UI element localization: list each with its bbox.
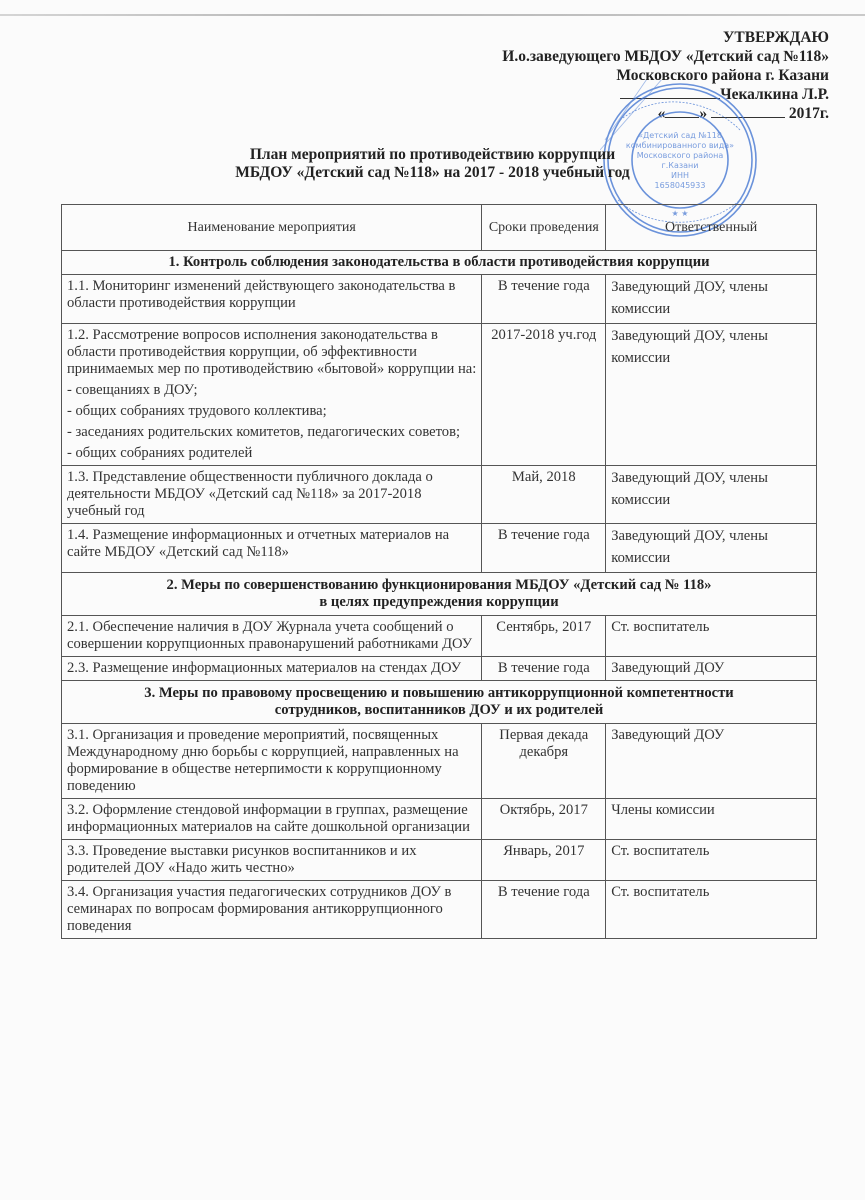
svg-text:«Детский сад №118: «Детский сад №118: [638, 131, 722, 140]
row-1-2-bullet: - общих собраниях трудового коллектива;: [67, 403, 327, 419]
svg-text:ИНН: ИНН: [670, 171, 690, 180]
title-line-1: План мероприятий по противодействию коррупции: [249, 146, 616, 163]
row-1-2-terms: 2017-2018 уч.год: [482, 324, 606, 466]
section-2-title-line-2: в целях предупреждения коррупции: [319, 594, 559, 610]
svg-text:г.Казани: г.Казани: [661, 161, 699, 170]
row-1-2-name: 1.2. Рассмотрение вопросов исполнения законодательства в области противодействия коррупции, об эффективности принимаемых мер по противодействию «бытовой» коррупции на:: [67, 327, 477, 377]
table-row: [62, 724, 817, 799]
date-day-blank: [665, 117, 699, 118]
row-1-2-name-cell: [62, 324, 482, 466]
title-line-2: МБДОУ «Детский сад №118» на 2017 - 2018 учебный год: [235, 164, 630, 181]
table-row: [62, 324, 817, 466]
table-row: [62, 799, 817, 840]
date-open-quote: «: [657, 105, 666, 122]
table-row: [62, 881, 817, 939]
section-2-title-line-1: 2. Меры по совершенствованию функционирования МБДОУ «Детский сад № 118»: [166, 577, 712, 593]
row-1-4-responsible: Заведующий ДОУ, члены комиссии: [606, 524, 817, 573]
row-1-2-bullet: - заседаниях родительских комитетов, педагогических советов;: [67, 424, 461, 440]
table-row: [62, 275, 817, 324]
approval-date-line: [502, 104, 829, 123]
row-1-2-bullet: - общих собраниях родителей: [67, 445, 253, 461]
row-3-3-responsible: Ст. воспитатель: [606, 840, 817, 881]
row-3-3-name: 3.3. Проведение выставки рисунков воспитанников и их родителей ДОУ «Надо жить честно»: [62, 840, 482, 881]
approval-district: Московского района г. Казани: [616, 67, 829, 84]
header-name: Наименование мероприятия: [62, 205, 482, 251]
row-1-4-terms: В течение года: [482, 524, 606, 573]
row-1-2-bullet: - совещаниях в ДОУ;: [67, 382, 198, 398]
section-2-row: [62, 573, 817, 616]
measures-table: [61, 204, 817, 939]
section-3-title: [62, 681, 817, 724]
svg-text:1658045933: 1658045933: [654, 181, 706, 190]
row-2-1-name: 2.1. Обеспечение наличия в ДОУ Журнала учета сообщений о совершении коррупционных правонарушений работниками ДОУ: [62, 616, 482, 657]
approval-block: [502, 28, 829, 123]
row-2-3-terms: В течение года: [482, 657, 606, 681]
section-2-title: [62, 573, 817, 616]
section-1-row: [62, 251, 817, 275]
table-row: [62, 840, 817, 881]
row-1-3-responsible: Заведующий ДОУ, члены комиссии: [606, 466, 817, 524]
row-3-1-terms: Первая декада декабря: [482, 724, 606, 799]
row-3-2-name: 3.2. Оформление стендовой информации в группах, размещение информационных материалов на сайте дошкольной организации: [62, 799, 482, 840]
svg-text:комбинированного вида»: комбинированного вида»: [625, 141, 735, 150]
row-1-1-terms: В течение года: [482, 275, 606, 324]
signature-blank: [620, 98, 720, 99]
row-1-1-name: 1.1. Мониторинг изменений действующего законодательства в области противодействия коррупции: [62, 275, 482, 324]
row-3-2-terms: Октябрь, 2017: [482, 799, 606, 840]
scan-edge: [0, 14, 865, 16]
approval-heading: УТВЕРЖДАЮ: [723, 29, 829, 46]
date-year: 2017г.: [788, 105, 829, 122]
row-3-4-responsible: Ст. воспитатель: [606, 881, 817, 939]
table-header-row: [62, 205, 817, 251]
row-3-3-terms: Январь, 2017: [482, 840, 606, 881]
header-responsible: Ответственный: [606, 205, 817, 251]
row-3-4-terms: В течение года: [482, 881, 606, 939]
row-2-3-name: 2.3. Размещение информационных материалов на стендах ДОУ: [62, 657, 482, 681]
row-1-3-terms: Май, 2018: [482, 466, 606, 524]
svg-text:Московского района: Московского района: [636, 151, 724, 160]
approval-position: И.о.заведующего МБДОУ «Детский сад №118»: [502, 48, 829, 65]
row-3-1-name: 3.1. Организация и проведение мероприятий, посвященных Международному дню борьбы с коррупцией, направленных на формирование в обществе нетерпимости к коррупционному поведению: [62, 724, 482, 799]
row-2-1-responsible: Ст. воспитатель: [606, 616, 817, 657]
section-3-title-line-2: сотрудников, воспитанников ДОУ и их родителей: [274, 702, 604, 718]
section-3-row: [62, 681, 817, 724]
row-1-4-name: 1.4. Размещение информационных и отчетных материалов на сайте МБДОУ «Детский сад №118»: [62, 524, 482, 573]
document-title: [0, 146, 865, 182]
row-3-4-name: 3.4. Организация участия педагогических сотрудников ДОУ в семинарах по вопросам формирования антикоррупционного поведения: [62, 881, 482, 939]
section-1-title: 1. Контроль соблюдения законодательства в области противодействия коррупции: [62, 251, 817, 275]
row-3-2-responsible: Члены комиссии: [606, 799, 817, 840]
row-1-3-name: 1.3. Представление общественности публичного доклада о деятельности МБДОУ «Детский сад №118» за 2017-2018 учебный год: [62, 466, 482, 524]
table-row: [62, 657, 817, 681]
header-terms: Сроки проведения: [482, 205, 606, 251]
table-row: [62, 524, 817, 573]
approval-signatory: Чекалкина Л.Р.: [720, 86, 829, 103]
table-row: [62, 616, 817, 657]
row-2-3-responsible: Заведующий ДОУ: [606, 657, 817, 681]
approval-signature-line: [502, 85, 829, 104]
section-3-title-line-1: 3. Меры по правовому просвещению и повышению антикоррупционной компетентности: [144, 685, 734, 701]
row-1-1-responsible: Заведующий ДОУ, члены комиссии: [606, 275, 817, 324]
date-close-quote: »: [699, 105, 708, 122]
svg-text:★ ★: ★ ★: [671, 209, 689, 218]
row-2-1-terms: Сентябрь, 2017: [482, 616, 606, 657]
date-month-blank: [711, 117, 785, 118]
row-3-1-responsible: Заведующий ДОУ: [606, 724, 817, 799]
table-row: [62, 466, 817, 524]
row-1-2-responsible: Заведующий ДОУ, члены комиссии: [606, 324, 817, 466]
